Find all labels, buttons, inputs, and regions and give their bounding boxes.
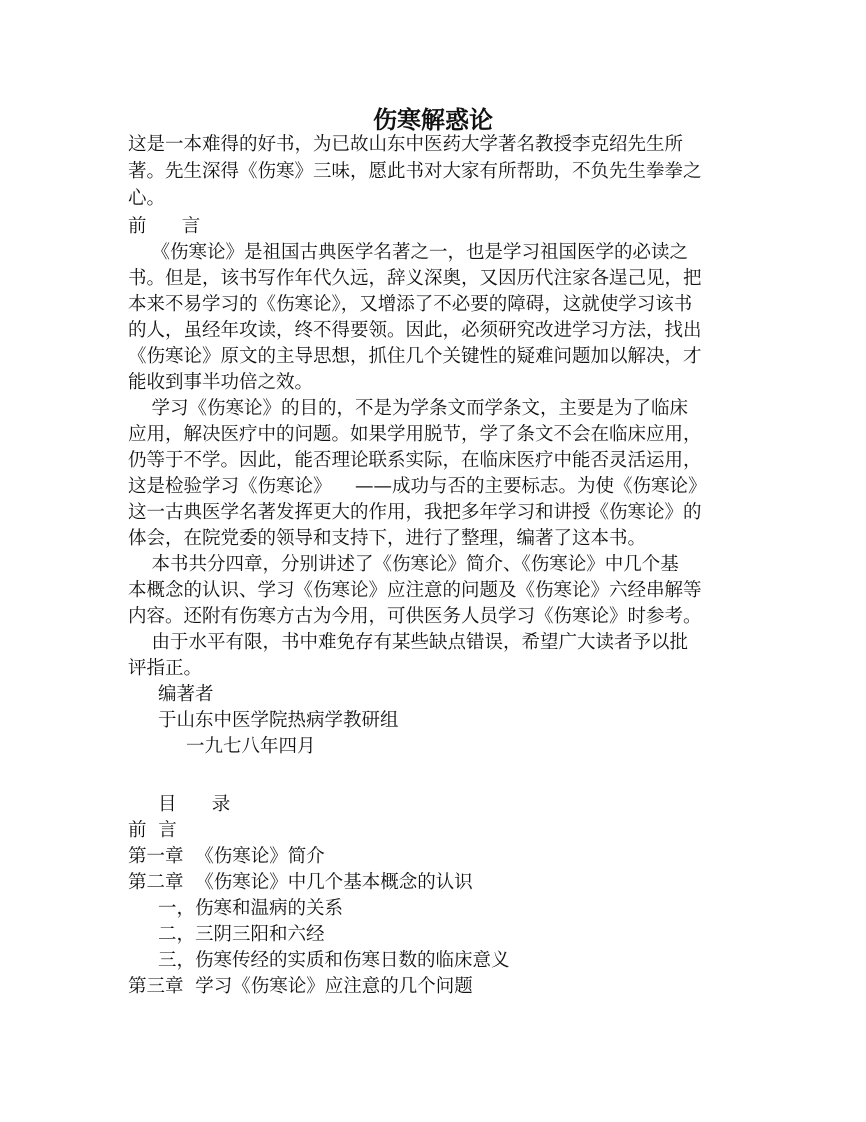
document-title: 伤寒解惑论: [373, 106, 493, 134]
preface-heading: 前 言: [128, 216, 201, 237]
preface-line: 能收到事半功倍之效。: [128, 372, 314, 393]
preface-line: 《伤寒论》原文的主导思想，抓住几个关键性的疑难问题加以解决，才: [128, 346, 702, 367]
toc-subitem[interactable]: 二，三阴三阳和六经: [158, 924, 325, 945]
preface-line: 由于水平有限，书中难免存有某些缺点错误，希望广大读者予以批: [128, 632, 689, 653]
preface-line: 应用，解决医疗中的问题。如果学用脱节，学了条文不会在临床应用，: [128, 424, 702, 445]
toc-item[interactable]: 第三章 学习《伤寒论》应注意的几个问题: [128, 976, 473, 997]
preface-line: 学习《伤寒论》的目的，不是为学条文而学条文，主要是为了临床: [128, 398, 689, 419]
preface-line: 的人，虽经年攻读，终不得要领。因此，必须研究改进学习方法，找出: [128, 320, 702, 341]
toc-heading: 目 录: [158, 794, 231, 815]
signature-date: 一九七八年四月: [186, 736, 316, 757]
intro-line: 这是一本难得的好书，为已故山东中医药大学著名教授李克绍先生所: [128, 134, 684, 155]
signature-org: 于山东中医学院热病学教研组: [158, 710, 399, 731]
preface-line: 仍等于不学。因此，能否理论联系实际，在临床医疗中能否灵活运用，: [128, 450, 702, 471]
preface-line: 评指正。: [128, 658, 203, 679]
preface-line: 本来不易学习的《伤寒论》，又增添了不必要的障碍，这就使学习该书: [128, 294, 693, 315]
toc-item[interactable]: 第一章 《伤寒论》简介: [128, 846, 325, 867]
preface-line: 书。但是，该书写作年代久远，辞义深奥，又因历代注家各逞己见，把: [128, 268, 702, 289]
intro-line: 著。先生深得《伤寒》三味，愿此书对大家有所帮助，不负先生拳拳之: [128, 161, 702, 182]
toc-subitem[interactable]: 三，伤寒传经的实质和伤寒日数的临床意义: [158, 950, 510, 971]
toc-item[interactable]: 第二章 《伤寒论》中几个基本概念的认识: [128, 872, 473, 893]
preface-line: 体会，在院党委的领导和支持下，进行了整理，编著了这本书。: [128, 528, 647, 549]
preface-line: 本概念的认识、学习《伤寒论》应注意的问题及《伤寒论》六经串解等: [128, 580, 702, 601]
toc-item[interactable]: 前 言: [128, 820, 177, 841]
preface-line: 内容。还附有伤寒方古为今用，可供医务人员学习《伤寒论》时参考。: [128, 606, 702, 627]
toc-subitem[interactable]: 一，伤寒和温病的关系: [158, 898, 344, 919]
intro-line: 心。: [128, 188, 166, 209]
preface-line: 这是检验学习《伤寒论》 ——成功与否的主要标志。为使《伤寒论》: [128, 476, 707, 497]
preface-line: 《伤寒论》是祖国古典医学名著之一，也是学习祖国医学的必读之: [128, 242, 689, 263]
signature-author: 编著者: [158, 684, 214, 705]
preface-line: 本书共分四章，分别讲述了《伤寒论》简介、《伤寒论》中几个基: [128, 554, 679, 575]
preface-line: 这一古典医学名著发挥更大的作用，我把多年学习和讲授《伤寒论》的: [128, 502, 702, 523]
